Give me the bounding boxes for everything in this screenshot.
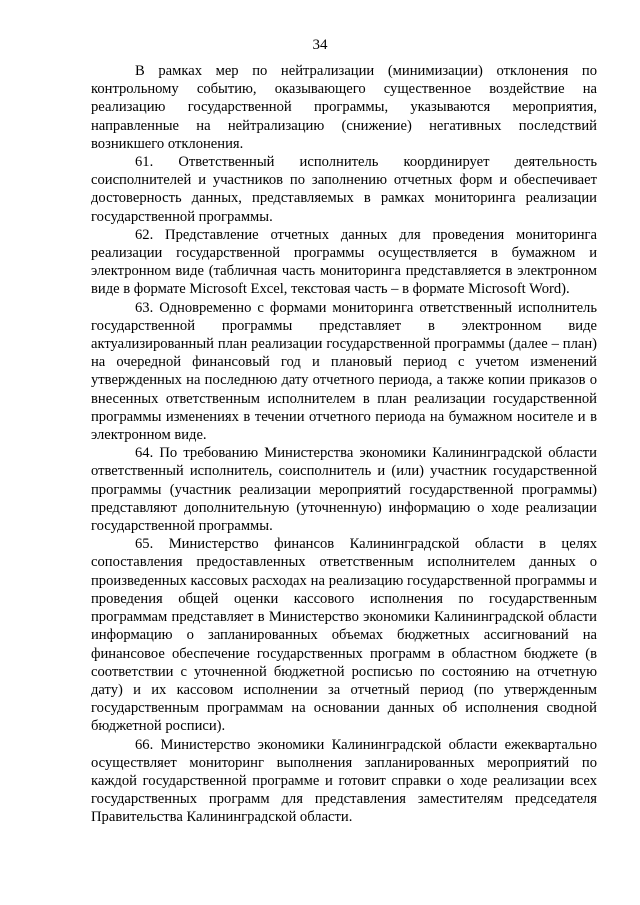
- document-body: [91, 62, 597, 827]
- paragraph-62: 62. Представление отчетных данных для проведения мониторинга реализации государственной программы осуществляется в бумажном и электронном виде (табличная часть мониторинга представляется в электронном виде в формате Microsoft Excel, текстовая часть – в формате Microsoft Word).: [91, 226, 597, 298]
- paragraph-63: 63. Одновременно с формами мониторинга ответственный исполнитель государственной программы представляет в электронном виде актуализированный план реализации государственной программы (далее – план) на очередной финансовый год и плановый период с учетом изменений утвержденных на последнюю дату отчетного периода, а также копии приказов о внесенных ответственным исполнителем в план реализации государственной программы изменениях в течении отчетного периода на бумажном носителе и в электронном виде.: [91, 299, 597, 444]
- paragraph-65: 65. Министерство финансов Калининградской области в целях сопоставления предоставленных ответственным исполнителем данных о произведенных кассовых расходах на реализацию государственной программы и проведения общей оценки кассового исполнения по государственным программам представляет в Министерство экономики Калининградской области информацию о запланированных объемах бюджетных ассигнований на финансовое обеспечение государственных программ в областном бюджете (в соответствии с уточненной бюджетной росписью по состоянию на отчетную дату) и их кассовом исполнении за отчетный период (по утвержденным государственным программам на основании данных об исполнения сводной бюджетной росписи).: [91, 536, 597, 735]
- page-number: 34: [312, 37, 328, 53]
- paragraph-66: 66. Министерство экономики Калининградской области ежеквартально осуществляет мониторинг выполнения запланированных мероприятий по каждой государственной программе и готовит справки о ходе реализации всех государственных программ для представления заместителям председателя Правительства Калининградской области.: [91, 736, 597, 826]
- paragraph-intro: В рамках мер по нейтрализации (минимизации) отклонения по контрольному событию, оказывающего существенное воздействие на реализацию государственной программы, указываются мероприятия, направленные на нейтрализацию (снижение) негативных последствий возникшего отклонения.: [91, 63, 597, 152]
- paragraph-61: 61. Ответственный исполнитель координирует деятельность соисполнителей и участников по заполнению отчетных форм и обеспечивает достоверность данных, представляемых в рамках мониторинга реализации государственной программы.: [91, 154, 597, 225]
- paragraph-64: 64. По требованию Министерства экономики Калининградской области ответственный исполнитель, соисполнитель и (или) участник государственной программы (участник реализации мероприятий государственной программы) представляют дополнительную (уточненную) информацию о ходе реализации государственной программы.: [91, 445, 597, 535]
